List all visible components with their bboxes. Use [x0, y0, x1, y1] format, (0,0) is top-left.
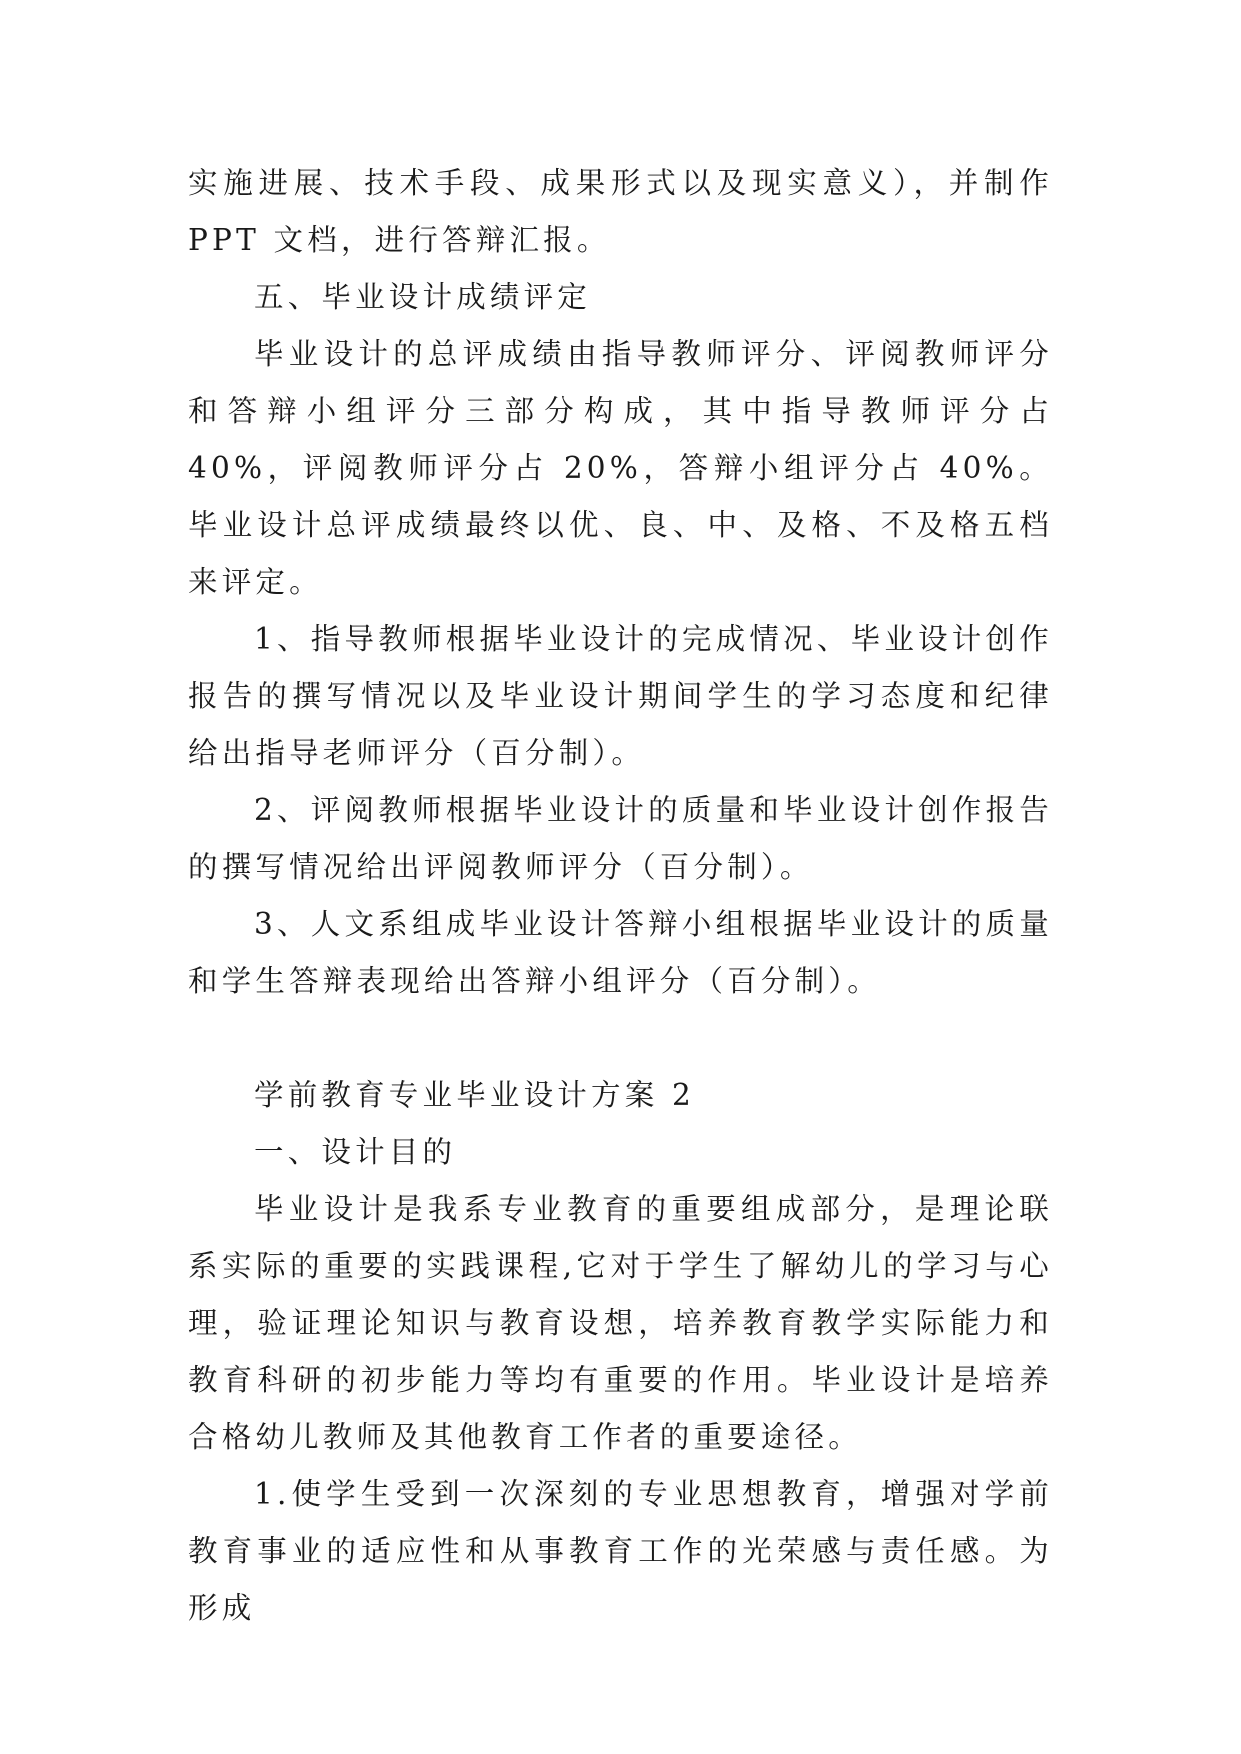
paragraph-purpose-intro: 毕业设计是我系专业教育的重要组成部分，是理论联系实际的重要的实践课程,它对于学生了解幼儿的学习与心理，验证理论知识与教育设想，培养教育教学实际能力和教育科研的初步能力等均有重要的作用。毕业设计是培养合格幼儿教师及其他教育工作者的重要途径。	[188, 1192, 1053, 1454]
document-title-plan-2: 学前教育专业毕业设计方案 2	[254, 1078, 695, 1112]
section-heading-grading: 五、毕业设计成绩评定	[254, 280, 592, 314]
document-body	[188, 155, 1053, 1637]
list-item-reviewer-score: 2、评阅教师根据毕业设计的质量和毕业设计创作报告的撰写情况给出评阅教师评分（百分制）。	[188, 793, 1053, 884]
section-heading-purpose: 一、设计目的	[254, 1135, 457, 1169]
list-item-advisor-score: 1、指导教师根据毕业设计的完成情况、毕业设计创作报告的撰写情况以及毕业设计期间学生的学习态度和纪律给出指导老师评分（百分制）。	[188, 622, 1053, 770]
paragraph-grading-composition: 毕业设计的总评成绩由指导教师评分、评阅教师评分和答辩小组评分三部分构成，其中指导教师评分占 40%，评阅教师评分占 20%，答辩小组评分占 40%。毕业设计总评成绩最终以优、良、中、及格、不及格五档来评定。	[188, 337, 1053, 599]
list-item-defense-score: 3、人文系组成毕业设计答辩小组根据毕业设计的质量和学生答辩表现给出答辩小组评分（百分制）。	[188, 907, 1053, 998]
list-item-purpose-1: 1.使学生受到一次深刻的专业思想教育，增强对学前教育事业的适应性和从事教育工作的光荣感与责任感。为形成	[188, 1477, 1053, 1625]
paragraph-continuation: 实施进展、技术手段、成果形式以及现实意义），并制作 PPT 文档，进行答辩汇报。	[188, 166, 1053, 257]
section-spacer	[188, 1010, 1053, 1067]
